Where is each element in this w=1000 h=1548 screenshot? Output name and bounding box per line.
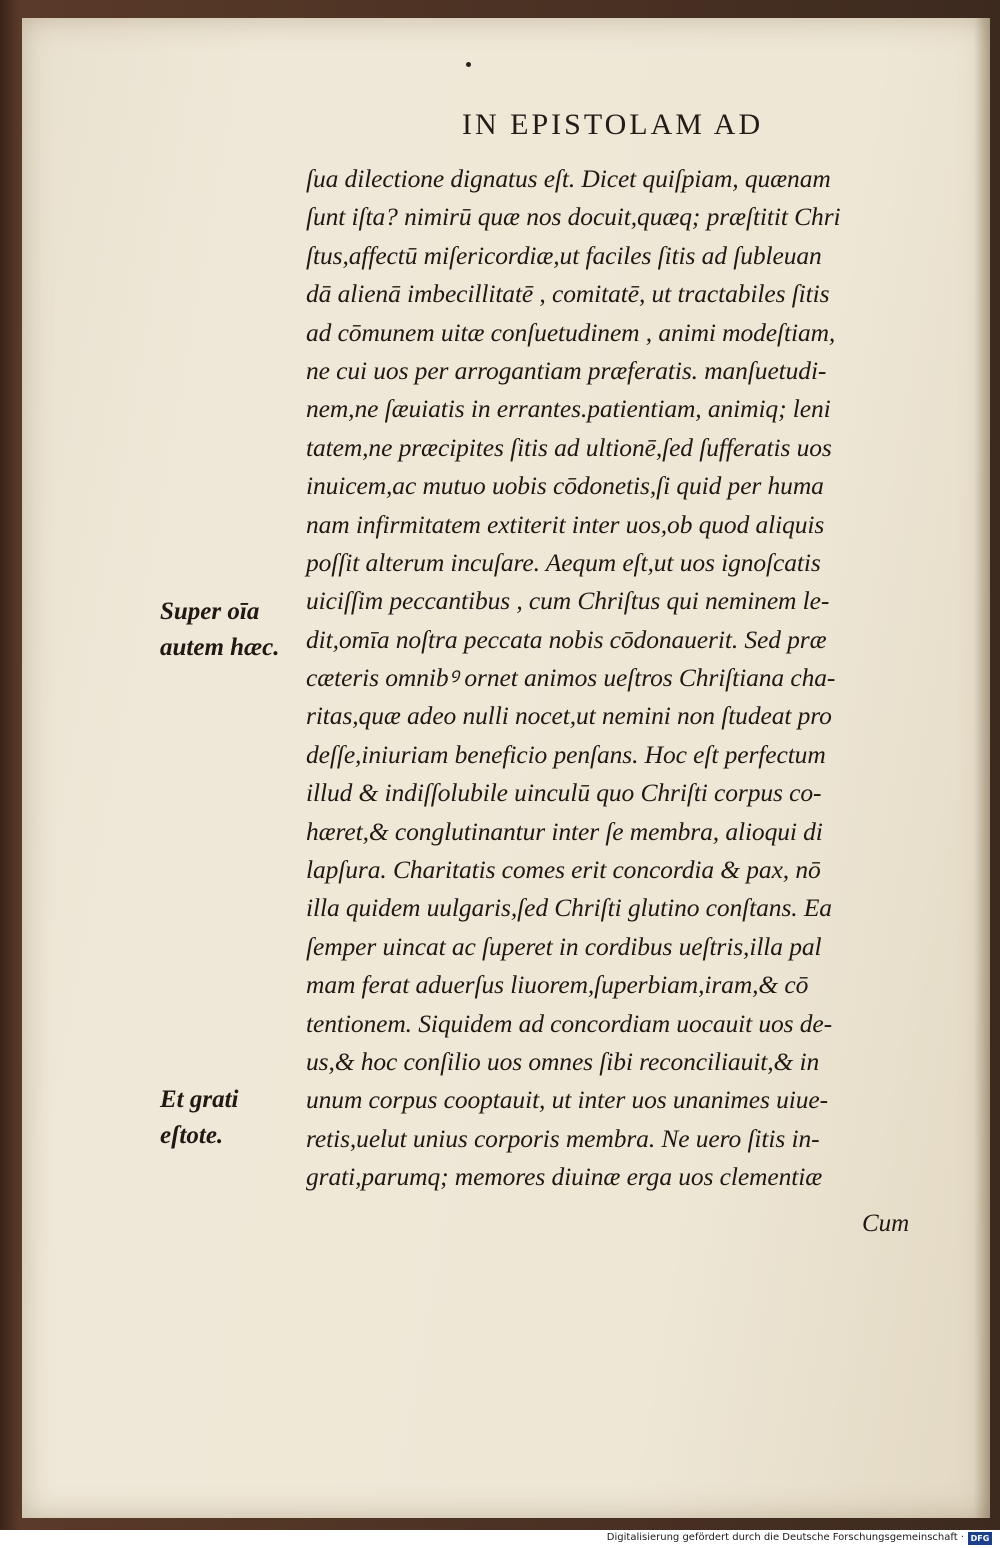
text-line: ſtus,affectū miſericordiæ,ut faciles ſitis ad ſubleuan bbox=[306, 240, 822, 270]
text-line: illud & indiſſolubile uinculū quo Chriſti corpus co- bbox=[306, 778, 822, 808]
text-line: nem,ne ſæuiatis in errantes.patientiam, animiq; leni bbox=[306, 394, 831, 424]
text-line: us,& hoc conſilio uos omnes ſibi reconciliauit,& in bbox=[306, 1046, 820, 1076]
text-line: hæret,& conglutinantur inter ſe membra, alioqui di bbox=[306, 816, 823, 846]
text-line: ne cui uos per arrogantiam præferatis. manſuetudi- bbox=[306, 355, 827, 385]
text-line: unum corpus cooptauit, ut inter uos unanimes uiue- bbox=[306, 1085, 828, 1115]
text-line: dā alienā imbecillitatē , comitatē, ut tractabiles ſitis bbox=[306, 279, 830, 309]
marginal-note-line: Et grati bbox=[160, 1086, 239, 1113]
text-line: ritas,quæ adeo nulli nocet,ut nemini non ſtudeat pro bbox=[306, 701, 832, 731]
marginal-note-line: eſtote. bbox=[160, 1122, 224, 1149]
marginal-note bbox=[160, 1082, 239, 1154]
footer-credit: Digitalisierung gefördert durch die Deutsche Forschungsgemeinschaft · bbox=[606, 1532, 964, 1543]
marginal-note-line: Super oīa bbox=[160, 598, 260, 625]
printer-dot bbox=[466, 62, 471, 67]
text-line: ſemper uincat ac ſuperet in cordibus ueſtris,illa pal bbox=[306, 931, 822, 961]
text-line: illa quidem uulgaris,ſed Chriſti glutino conſtans. Ea bbox=[306, 893, 832, 923]
text-line: dit,omīa noſtra peccata nobis cōdonauerit. Sed præ bbox=[306, 624, 827, 654]
text-line: ſunt iſta? nimirū quæ nos docuit,quæq; præſtitit Chri bbox=[306, 202, 841, 232]
text-line: tatem,ne præcipites ſitis ad ultionē,ſed ſufferatis uos bbox=[306, 432, 832, 462]
text-line: deſſe,iniuriam beneficio penſans. Hoc eſt perfectum bbox=[306, 739, 826, 769]
text-line: inuicem,ac mutuo uobis cōdonetis,ſi quid per huma bbox=[306, 471, 824, 501]
text-line: retis,uelut unius corporis membra. Ne uero ſitis in- bbox=[306, 1123, 820, 1153]
text-line: uiciſſim peccantibus , cum Chriſtus qui neminem le- bbox=[306, 586, 830, 616]
text-line: poſſit alterum incuſare. Aequm eſt,ut uos ignoſcatis bbox=[306, 547, 821, 577]
text-line: ſua dilectione dignatus eſt. Dicet quiſpiam, quænam bbox=[306, 164, 831, 193]
marginal-note bbox=[160, 594, 279, 666]
text-line: tentionem. Siquidem ad concordiam uocauit uos de- bbox=[306, 1008, 833, 1038]
text-line: cæteris omnibꝰ ornet animos ueſtros Chriſtiana cha- bbox=[306, 663, 836, 693]
catchword: Cum bbox=[862, 1210, 910, 1237]
running-head: IN EPISTOLAM AD bbox=[462, 108, 764, 141]
text-line: nam infirmitatem extiterit inter uos,ob quod aliquis bbox=[306, 509, 825, 539]
page-edge-shadow bbox=[974, 18, 990, 1518]
text-line: ad cōmunem uitæ conſuetudinem , animi modeſtiam, bbox=[306, 317, 836, 347]
text-line: mam ferat aduerſus liuorem,ſuperbiam,iram,& cō bbox=[306, 970, 809, 1000]
dfg-logo: DFG bbox=[968, 1532, 992, 1545]
marginal-note-line: autem hæc. bbox=[160, 634, 280, 661]
text-line: grati,parumq; memores diuinæ erga uos clementiæ bbox=[306, 1162, 823, 1192]
text-line: lapſura. Charitatis comes erit concordia & pax, nō bbox=[306, 855, 821, 885]
body-text bbox=[306, 160, 938, 1197]
